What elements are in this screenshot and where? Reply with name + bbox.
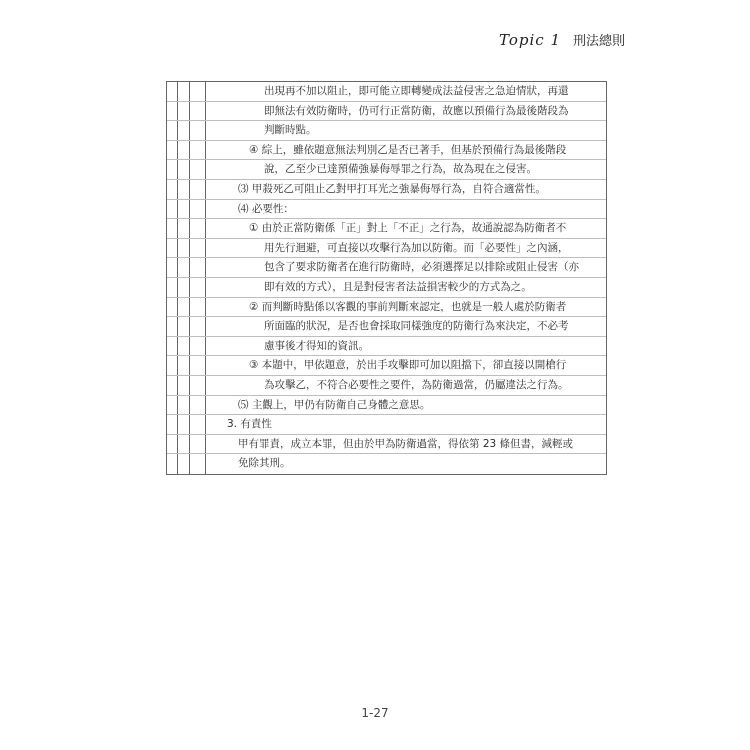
line-text: 出現再不加以阻止，即可能立即轉變成法益侵害之急迫情狀，再還 — [264, 85, 569, 97]
table-row — [167, 337, 606, 357]
line-text: 包含了要求防衛者在進行防衛時，必須選擇足以排除或阻止侵害（亦 — [264, 261, 579, 274]
line-text: 判斷時點。 — [264, 124, 317, 137]
topic-label: Topic 1 — [499, 31, 561, 49]
line-text: 3. 有責性 — [227, 418, 272, 431]
table-row — [167, 454, 606, 474]
line-text: ① 由於正當防衛係「正」對上「不正」之行為，故通說認為防衛者不 — [249, 222, 567, 235]
line-text: ④ 綜上，雖依題意無法判別乙是否已著手，但基於預備行為最後階段 — [249, 143, 567, 156]
answer-table — [166, 81, 607, 475]
table-row — [167, 435, 606, 455]
table-row — [167, 317, 606, 337]
line-text: 即無法有效防衛時，仍可行正當防衛，故應以預備行為最後階段為 — [264, 104, 569, 117]
table-row — [167, 396, 606, 416]
chapter-title: 刑法總則 — [572, 34, 625, 49]
line-text: 說，乙至少已達預備強暴侮辱罪之行為，故為現在之侵害。 — [264, 163, 537, 176]
line-text: 即有效的方式），且是對侵害者法益損害較少的方式為之。 — [264, 281, 532, 293]
table-row — [167, 278, 606, 298]
table-row — [167, 356, 606, 376]
table-row — [167, 141, 606, 161]
table-row — [167, 102, 606, 122]
table-row — [167, 82, 606, 102]
line-text: ⑸ 主觀上，甲仍有防衛自己身體之意思。 — [238, 398, 431, 411]
line-text: 用先行迴避，可直接以攻擊行為加以防衛。而「必要性」之內涵， — [264, 241, 569, 254]
line-text: 所面臨的狀況，是否也會採取同樣強度的防衛行為來決定，不必考 — [264, 320, 569, 333]
line-text: ⑶ 甲殺死乙可阻止乙對甲打耳光之強暴侮辱行為，自符合適當性。 — [238, 183, 546, 195]
page-number: 1-27 — [361, 706, 389, 720]
table-row — [167, 376, 606, 396]
table-row — [167, 415, 606, 435]
line-text: 慮事後才得知的資訊。 — [264, 339, 369, 352]
table-row — [167, 121, 606, 141]
table-row — [167, 298, 606, 318]
table-row — [167, 239, 606, 259]
table-row — [167, 180, 606, 200]
running-header — [499, 30, 625, 49]
table-row — [167, 258, 606, 278]
table-row — [167, 200, 606, 220]
line-text: 為攻擊乙，不符合必要性之要件，為防衛過當，仍屬違法之行為。 — [264, 379, 569, 391]
line-text: ③ 本題中，甲依題意，於出手攻擊即可加以阻擋下，卻直接以開槍行 — [249, 359, 567, 372]
table-row — [167, 160, 606, 180]
line-text: ② 而判斷時點係以客觀的事前判斷來認定，也就是一般人處於防衛者 — [249, 300, 567, 313]
line-text: 免除其刑。 — [238, 457, 291, 470]
line-text: 甲有罪責，成立本罪，但由於甲為防衛過當，得依第 23 條但書，減輕或 — [238, 437, 574, 450]
table-row — [167, 219, 606, 239]
line-text: ⑷ 必要性： — [238, 202, 294, 215]
